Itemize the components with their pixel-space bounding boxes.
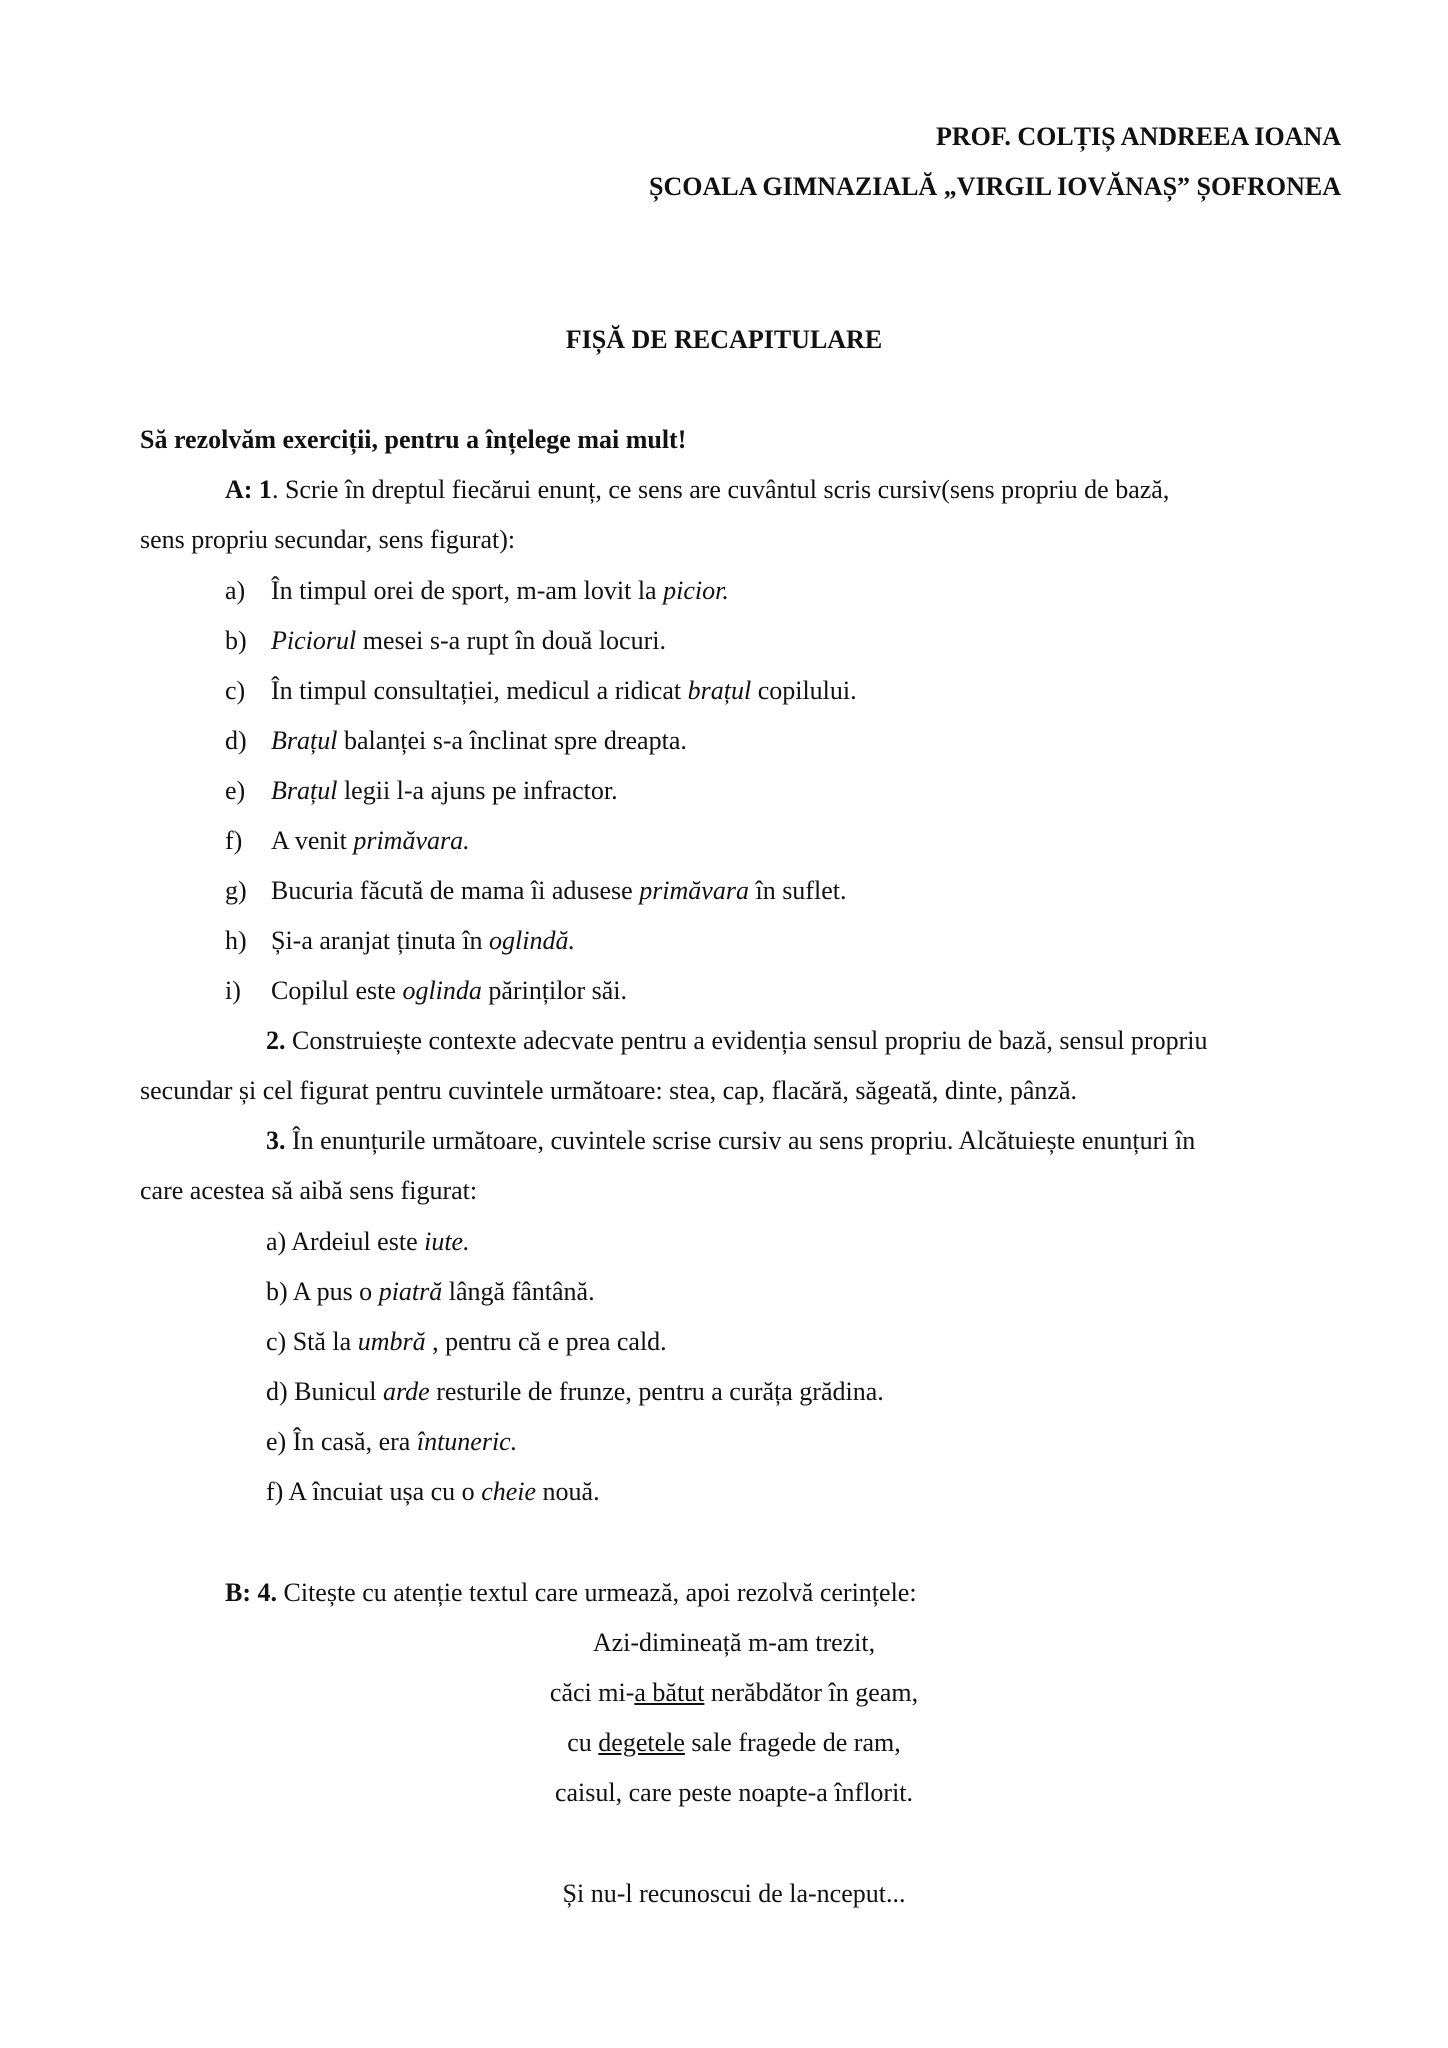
poem-line: Și nu-l recunoscui de la-nceput...: [562, 1879, 906, 1908]
poem-line: cu degetele sale fragede de ram,: [567, 1728, 901, 1757]
exercise-1-item: d) Brațul balanței s-a înclinat spre dreapta.: [225, 726, 687, 755]
exercise-3-prompt: 3. În enunțurile următoare, cuvintele scrise cursiv au sens propriu. Alcătuiește enunțuri în: [266, 1126, 1196, 1155]
school-name: ȘCOALA GIMNAZIALĂ „VIRGIL IOVĂNAȘ” ȘOFRONEA: [649, 172, 1341, 201]
exercise-3-item: e) În casă, era întuneric.: [266, 1427, 518, 1456]
exercise-3-item: f) A încuiat ușa cu o cheie nouă.: [266, 1477, 600, 1506]
exercise-1-item: b) Piciorul mesei s-a rupt în două locuri.: [225, 626, 666, 655]
author-name: PROF. COLȚIȘ ANDREEA IOANA: [935, 122, 1341, 151]
poem-line: caisul, care peste noapte-a înflorit.: [554, 1778, 914, 1807]
exercise-1-number: A: 1: [225, 475, 272, 504]
exercise-3-prompt-cont: care acestea să aibă sens figurat:: [140, 1176, 478, 1205]
exercise-4-number: B: 4.: [225, 1578, 277, 1607]
exercise-3-item: d) Bunicul arde resturile de frunze, pentru a curăța grădina.: [266, 1377, 884, 1406]
exercise-3-item: b) A pus o piatră lângă fântână.: [266, 1277, 595, 1306]
exercise-1-item: c) În timpul consultației, medicul a ridicat brațul copilului.: [225, 676, 857, 705]
underlined-word: degetele: [598, 1728, 685, 1757]
worksheet-title: FIȘĂ DE RECAPITULARE: [565, 325, 883, 354]
exercise-1-item: g) Bucuria făcută de mama îi adusese primăvara în suflet.: [225, 876, 847, 905]
exercise-1-item: f) A venit primăvara.: [225, 826, 470, 855]
poem-line: căci mi-a bătut nerăbdător în geam,: [549, 1678, 919, 1707]
exercise-3-item: a) Ardeiul este iute.: [266, 1227, 470, 1256]
exercise-1-prompt: A: 1. Scrie în dreptul fiecărui enunț, ce sens are cuvântul scris cursiv(sens propriu de bază,: [225, 475, 1170, 504]
exercise-1-item: a) În timpul orei de sport, m-am lovit la picior.: [225, 576, 729, 605]
exercise-2-number: 2.: [266, 1026, 286, 1055]
exercise-2-prompt: 2. Construiește contexte adecvate pentru a evidenția sensul propriu de bază, sensul propriu: [266, 1026, 1208, 1055]
underlined-word: a bătut: [634, 1678, 705, 1707]
exercise-1-prompt-cont: sens propriu secundar, sens figurat):: [140, 525, 516, 554]
exercise-3-number: 3.: [266, 1126, 286, 1155]
exercise-2-prompt-cont: secundar și cel figurat pentru cuvintele următoare: stea, cap, flacără, săgeată, dinte, pânză.: [140, 1076, 1077, 1105]
exercise-1-item: h) Și-a aranjat ținuta în oglindă.: [225, 926, 575, 955]
poem-line: Azi-dimineață m-am trezit,: [592, 1628, 876, 1657]
exercise-3-item: c) Stă la umbră , pentru că e prea cald.: [266, 1327, 667, 1356]
exercise-4-prompt: B: 4. Citește cu atenție textul care urmează, apoi rezolvă cerințele:: [225, 1578, 917, 1607]
intro-line: Să rezolvăm exerciții, pentru a înțelege mai mult!: [140, 425, 687, 454]
exercise-1-item: i) Copilul este oglinda părinților săi.: [225, 976, 628, 1005]
exercise-1-item: e) Brațul legii l-a ajuns pe infractor.: [225, 776, 618, 805]
